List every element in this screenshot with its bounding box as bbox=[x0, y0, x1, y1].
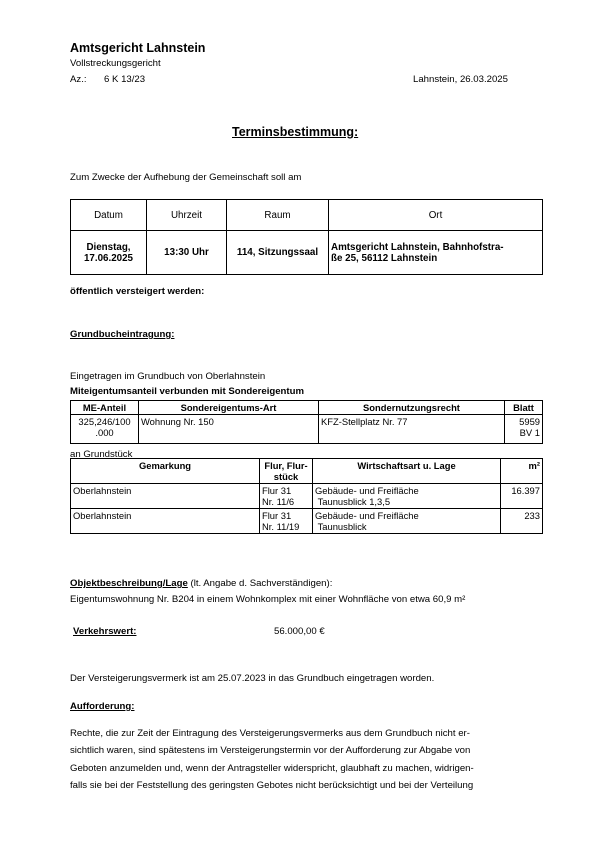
objekt-heading-suffix: (lt. Angabe d. Sachverständigen): bbox=[187, 578, 333, 589]
termin-room: 114, Sitzungssaal bbox=[227, 231, 329, 275]
me-anteil: 325,246/100 .000 bbox=[71, 415, 139, 444]
sondereigentum-art: Wohnung Nr. 150 bbox=[139, 415, 319, 444]
th-wirtschaftsart: Wirtschaftsart u. Lage bbox=[313, 459, 501, 484]
termin-time: 13:30 Uhr bbox=[147, 231, 227, 275]
wirtschaft-cell: Gebäude- und Freifläche Taunusblick bbox=[313, 509, 501, 534]
th-blatt: Blatt bbox=[505, 401, 543, 415]
termin-date: Dienstag, 17.06.2025 bbox=[71, 231, 147, 275]
vermerk-text: Der Versteigerungsvermerk ist am 25.07.2023 in das Grundbuch eingetragen worden. bbox=[70, 673, 435, 684]
court-name: Amtsgericht Lahnstein bbox=[70, 41, 206, 55]
place-date: Lahnstein, 26.03.2025 bbox=[413, 74, 508, 85]
th-flur: Flur, Flur- stück bbox=[260, 459, 313, 484]
eingetragen-text: Eingetragen im Grundbuch von Oberlahnstein bbox=[70, 371, 266, 382]
m2-cell: 16.397 bbox=[501, 484, 543, 509]
th-sondereigentum: Sondereigentums-Art bbox=[139, 401, 319, 415]
th-me-anteil: ME-Anteil bbox=[71, 401, 139, 415]
gemarkung-cell: Oberlahnstein bbox=[71, 484, 260, 509]
verkehrswert-label: Verkehrswert: bbox=[73, 626, 137, 637]
flur-cell: Flur 31 Nr. 11/6 bbox=[260, 484, 313, 509]
az-label: Az.: bbox=[70, 74, 87, 85]
wirtschaft-cell: Gebäude- und Freifläche Taunusblick 1,3,5 bbox=[313, 484, 501, 509]
table-row bbox=[71, 509, 543, 534]
miteigentum-text: Miteigentumsanteil verbunden mit Sondereigentum bbox=[70, 386, 305, 397]
intro-text: Zum Zwecke der Aufhebung der Gemeinschaft soll am bbox=[70, 172, 302, 183]
aufforderung-heading: Aufforderung: bbox=[70, 701, 135, 712]
an-grundstueck: an Grundstück bbox=[70, 449, 133, 460]
miteigentum-table bbox=[70, 400, 543, 444]
versteigert-text: öffentlich versteigert werden: bbox=[70, 286, 205, 297]
objekt-heading-line bbox=[70, 578, 332, 589]
th-datum: Datum bbox=[71, 200, 147, 231]
th-ort: Ort bbox=[329, 200, 543, 231]
grundstueck-table bbox=[70, 458, 543, 534]
th-gemarkung: Gemarkung bbox=[71, 459, 260, 484]
m2-cell: 233 bbox=[501, 509, 543, 534]
grundbuch-heading: Grundbucheintragung: bbox=[70, 329, 175, 340]
th-raum: Raum bbox=[227, 200, 329, 231]
aufforderung-paragraph: Rechte, die zur Zeit der Eintragung des Versteigerungsvermerks aus dem Grundbuch nicht er- sichtlich waren, sind spätestens im Versteigerungstermin vor der Aufforderung zur Abgabe von Geboten anzumelden und, wenn der Antragsteller widerspricht, glaubhaft zu machen, widrigen- falls sie bei der Feststellung des geringsten Gebotes nicht berücksichtigt und bei der Verteilung bbox=[70, 728, 474, 791]
court-department: Vollstreckungsgericht bbox=[70, 58, 161, 69]
termin-table bbox=[70, 199, 543, 275]
document-title: Terminsbestimmung: bbox=[232, 125, 359, 139]
flur-cell: Flur 31 Nr. 11/19 bbox=[260, 509, 313, 534]
table-row bbox=[71, 484, 543, 509]
th-uhrzeit: Uhrzeit bbox=[147, 200, 227, 231]
objekt-heading: Objektbeschreibung/Lage bbox=[70, 578, 188, 589]
termin-place: Amtsgericht Lahnstein, Bahnhofstra- ße 25, 56112 Lahnstein bbox=[329, 231, 543, 275]
gemarkung-cell: Oberlahnstein bbox=[71, 509, 260, 534]
verkehrswert-value: 56.000,00 € bbox=[274, 626, 325, 637]
az-value: 6 K 13/23 bbox=[104, 74, 146, 85]
sondernutzungsrecht: KFZ-Stellplatz Nr. 77 bbox=[319, 415, 505, 444]
objekt-text: Eigentumswohnung Nr. B204 in einem Wohnkomplex mit einer Wohnfläche von etwa 60,9 m² bbox=[70, 594, 466, 605]
th-sondernutzung: Sondernutzungsrecht bbox=[319, 401, 505, 415]
blatt: 5959 BV 1 bbox=[505, 415, 543, 444]
th-m2: m² bbox=[501, 459, 543, 484]
